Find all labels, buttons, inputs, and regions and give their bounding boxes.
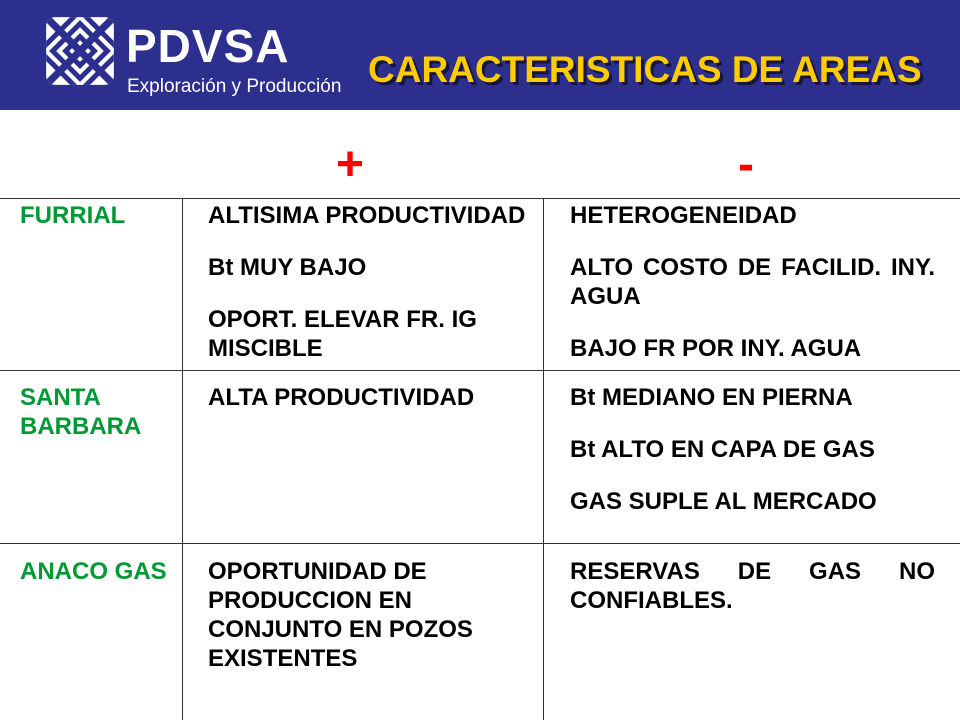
area-name: FURRIAL [20,202,126,229]
pdvsa-logo-icon [44,15,116,87]
area-cell [0,199,182,370]
cons-cell [543,199,960,370]
pros-cell [182,371,543,543]
con-item: RESERVAS DE GAS NO CONFIABLES. [570,558,935,614]
table-row [0,543,960,720]
slide-title: CARACTERISTICAS DE AREAS [368,49,922,90]
area-cell [0,544,182,720]
pro-item: Bt MUY BAJO [208,254,367,281]
pro-item: OPORT. ELEVAR FR. IG MISCIBLE [208,306,477,362]
table-row [0,198,960,370]
cons-cell [543,544,960,720]
minus-column-heading: - [738,138,754,191]
brand-name: PDVSA [126,20,290,72]
con-item: GAS SUPLE AL MERCADO [570,488,877,515]
plus-column-heading: + [335,138,365,191]
pros-cell [182,199,543,370]
cons-cell [543,371,960,543]
con-item: Bt MEDIANO EN PIERNA [570,384,853,411]
area-name: SANTA BARBARA [20,384,142,440]
con-item: HETEROGENEIDAD [570,202,797,229]
pro-item: ALTA PRODUCTIVIDAD [208,384,475,411]
pro-item: ALTISIMA PRODUCTIVIDAD [208,202,526,229]
brand-subtitle: Exploración y Producción [127,76,342,97]
header-band [0,0,960,110]
pros-cell [182,544,543,720]
con-item: BAJO FR POR INY. AGUA [570,335,862,362]
con-item: Bt ALTO EN CAPA DE GAS [570,436,875,463]
pro-item: OPORTUNIDAD DE PRODUCCION EN CONJUNTO EN POZOS EXISTENTES [208,558,473,672]
area-cell [0,371,182,543]
area-name: ANACO GAS [20,558,167,585]
table-row [0,370,960,543]
con-item: ALTO COSTO DE FACILID. INY. AGUA [570,254,935,310]
